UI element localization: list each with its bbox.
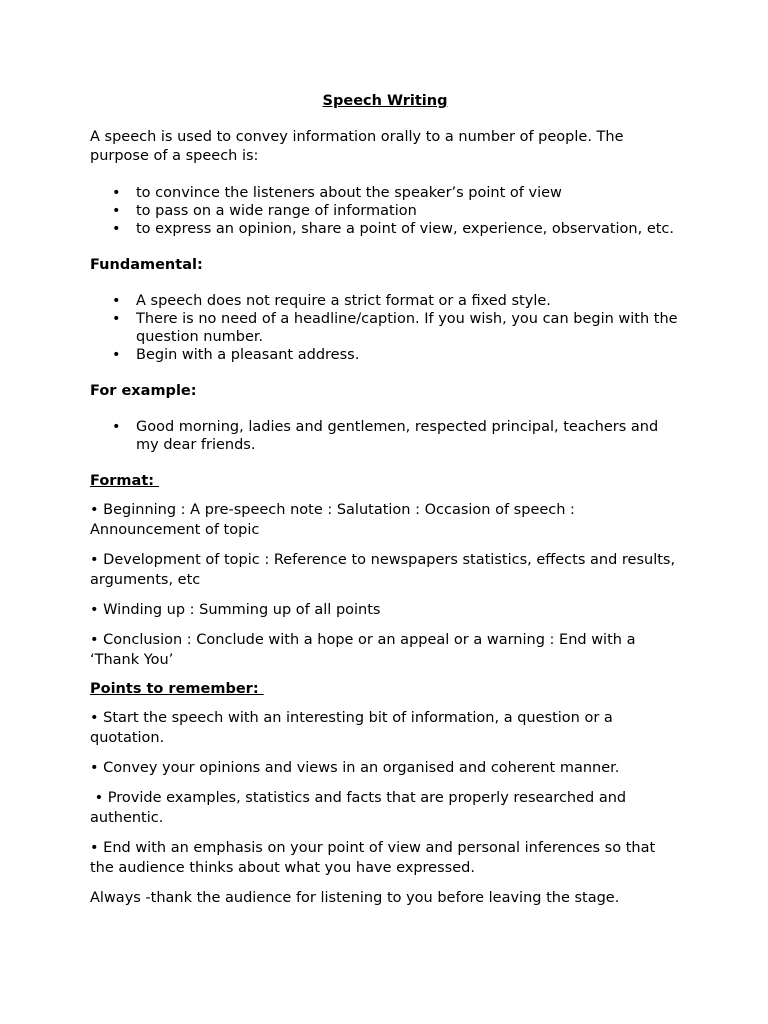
bullet-icon: • <box>112 203 121 219</box>
list-item-text: Good morning, ladies and gentlemen, respected principal, teachers and my dear friends. <box>136 419 659 453</box>
point-item: • Start the speech with an interesting bit of information, a question or a quotation. <box>90 710 613 746</box>
bullet-icon: • <box>112 419 121 435</box>
list-item-text: Begin with a pleasant address. <box>136 347 360 363</box>
list-item <box>90 310 680 346</box>
list-item-text: to pass on a wide range of information <box>136 203 417 219</box>
bullet-icon: • <box>112 347 121 363</box>
document-page <box>90 92 680 908</box>
format-heading: Format: <box>90 473 160 489</box>
list-item-text: to express an opinion, share a point of view, experience, observation, etc. <box>136 221 675 237</box>
list-item-text: A speech does not require a strict format or a fixed style. <box>136 293 551 309</box>
intro-paragraph: A speech is used to convey information orally to a number of people. The purpose of a speech is: <box>90 129 624 164</box>
list-item <box>90 184 680 202</box>
format-item: • Conclusion : Conclude with a hope or an appeal or a warning : End with a ‘Thank You’ <box>90 632 636 668</box>
points-heading: Points to remember: <box>90 681 264 697</box>
list-item <box>90 202 680 220</box>
fundamental-list <box>90 292 680 364</box>
bullet-icon: • <box>112 293 121 309</box>
point-item: • Convey your opinions and views in an organised and coherent manner. <box>90 760 620 776</box>
list-item-text: There is no need of a headline/caption. If you wish, you can begin with the question number. <box>136 311 678 345</box>
point-item: • End with an emphasis on your point of view and personal inferences so that the audience thinks about what you have expressed. <box>90 840 656 876</box>
list-item <box>90 292 680 310</box>
bullet-icon: • <box>112 221 121 237</box>
list-item-text: to convince the listeners about the speaker’s point of view <box>136 185 562 201</box>
list-item <box>90 346 680 364</box>
fundamental-heading: Fundamental: <box>90 257 203 273</box>
format-item: • Development of topic : Reference to newspapers statistics, effects and results, arguments, etc <box>90 552 676 588</box>
example-list <box>90 418 680 454</box>
point-item: • Provide examples, statistics and facts that are properly researched and authentic. <box>90 790 631 826</box>
format-item: • Winding up : Summing up of all points <box>90 602 381 618</box>
purpose-list <box>90 184 680 238</box>
format-item: • Beginning : A pre-speech note : Salutation : Occasion of speech : Announcement of topic <box>90 502 575 538</box>
list-item <box>90 220 680 238</box>
bullet-icon: • <box>112 311 121 327</box>
page-title: Speech Writing <box>322 93 448 109</box>
bullet-icon: • <box>112 185 121 201</box>
closing-paragraph: Always -thank the audience for listening to you before leaving the stage. <box>90 890 620 906</box>
list-item <box>90 418 680 454</box>
example-heading: For example: <box>90 383 197 399</box>
